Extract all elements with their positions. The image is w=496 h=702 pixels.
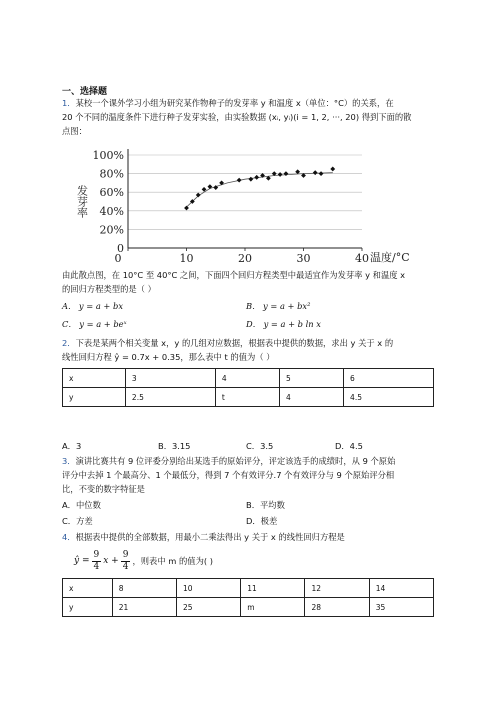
q3-line2: 评分中去掉 1 个最高分、1 个最低分，得到 7 个有效评分.7 个有效评分与 9 个原始评分相 [62, 470, 395, 480]
q2-line1: 2．下表是某两个相关变量 x，y 的几组对应数据，根据表中提供的数据，求出 y 关于 x 的 [62, 338, 394, 348]
scatter-chart [70, 141, 422, 265]
table-cell: 14 [369, 579, 433, 598]
q2-option-a[interactable]: A．3 [62, 441, 82, 451]
table-row [63, 579, 434, 598]
q2-line2: 线性回归方程 ŷ = 0.7x + 0.35，那么表中 t 的值为（ ） [62, 352, 275, 362]
table-cell: t [215, 388, 279, 407]
q2-option-b[interactable]: B．3.15 [158, 441, 191, 451]
table-cell: x [63, 579, 113, 598]
table-row [63, 369, 434, 388]
q2-number: 2． [62, 338, 76, 348]
q3-number: 3． [62, 456, 76, 466]
q1-line2: 20 个不同的温度条件下进行种子发芽实验，由实验数据 (xᵢ, yᵢ)(i = 1, 2, ···, 20) 得到下面的散 [62, 112, 412, 122]
q2-option-d[interactable]: D．4.5 [335, 441, 363, 451]
q4-fraction-1: $\frac{9}{4}$ [93, 549, 100, 572]
y-axis-title: 发芽率 [75, 185, 89, 218]
table-cell: 4.5 [344, 388, 434, 407]
q4-table [62, 578, 434, 617]
table-cell: 5 [279, 369, 343, 388]
y-tick-label: 60% [99, 186, 124, 200]
table-cell: 4 [215, 369, 279, 388]
q2-table [62, 368, 434, 407]
q3-line1: 3．演讲比赛共有 9 位评委分别给出某选手的原始评分，评定该选手的成绩时，从 9 个原始 [62, 456, 396, 466]
section-title: 一、选择题 [62, 87, 108, 97]
x-tick-label: 0 [114, 252, 122, 265]
table-cell: 28 [305, 598, 369, 617]
table-cell: 8 [112, 579, 176, 598]
x-tick-label: 30 [296, 252, 311, 265]
table-cell: 6 [344, 369, 434, 388]
table-cell: 4 [279, 388, 343, 407]
q3-option-b[interactable]: B．平均数 [246, 500, 285, 510]
q4-fraction-2: $\frac{9}{4}$ [122, 549, 129, 572]
scatter-chart-svg [70, 141, 422, 265]
y-tick-label: 100% [92, 149, 124, 162]
table-cell: x [63, 369, 126, 388]
x-tick-label: 40 [355, 252, 369, 265]
q4-eq-mid: x + [103, 556, 119, 566]
table-cell: 25 [176, 598, 240, 617]
table-row [63, 598, 434, 617]
x-tick-label: 10 [179, 252, 194, 265]
table-cell: 12 [305, 579, 369, 598]
table-cell: 35 [369, 598, 433, 617]
q4-eq-tail: ，则表中 m 的值为( ) [132, 556, 213, 566]
q2-option-c[interactable]: C．3.5 [246, 441, 274, 451]
q1-line3: 点图： [62, 126, 87, 136]
table-cell: 11 [241, 579, 305, 598]
q4-number: 4． [62, 532, 76, 542]
q3-option-d[interactable]: D．极差 [246, 516, 278, 526]
table-cell: 10 [176, 579, 240, 598]
q1-number: 1． [62, 98, 76, 108]
q3-option-c[interactable]: C．方差 [62, 516, 93, 526]
q1-option-d[interactable]: D． y = a + b ln x [246, 319, 321, 329]
table-cell: 3 [125, 369, 215, 388]
q3-option-a[interactable]: A．中位数 [62, 500, 101, 510]
table-cell: y [63, 598, 113, 617]
table-cell: 2.5 [125, 388, 215, 407]
y-tick-label: 20% [99, 223, 124, 237]
q3-line3: 比，不变的数字特征是 [62, 484, 145, 494]
table-cell: 21 [112, 598, 176, 617]
q1-option-a[interactable]: A． y = a + bx [62, 301, 124, 311]
q1-option-c[interactable]: C． y = a + beˣ [62, 319, 127, 329]
table-row [63, 388, 434, 407]
q1-after2: 的回归方程类型的是（ ） [62, 284, 156, 294]
q4-eq-lhs: ŷ = [74, 556, 90, 566]
q4-equation [74, 546, 213, 576]
x-tick-label: 20 [238, 252, 252, 265]
table-cell: y [63, 388, 126, 407]
y-tick-label: 40% [99, 204, 124, 218]
y-tick-label: 80% [99, 167, 124, 181]
q1-line1: 1．某校一个课外学习小组为研究某作物种子的发芽率 y 和温度 x（单位：°C）的关系，在 [62, 98, 394, 108]
x-axis-title: 温度/°C [370, 251, 410, 264]
table-cell: m [241, 598, 305, 617]
q1-after1: 由此散点图，在 10°C 至 40°C 之间，下面四个回归方程类型中最适宜作为发芽率 y 和温度 x [62, 270, 406, 280]
y-tick-label: 0 [117, 242, 124, 255]
q4-line1: 4．根据表中提供的全部数据，用最小二乘法得出 y 关于 x 的线性回归方程是 [62, 532, 345, 542]
q1-option-b[interactable]: B． y = a + bx² [246, 301, 311, 311]
